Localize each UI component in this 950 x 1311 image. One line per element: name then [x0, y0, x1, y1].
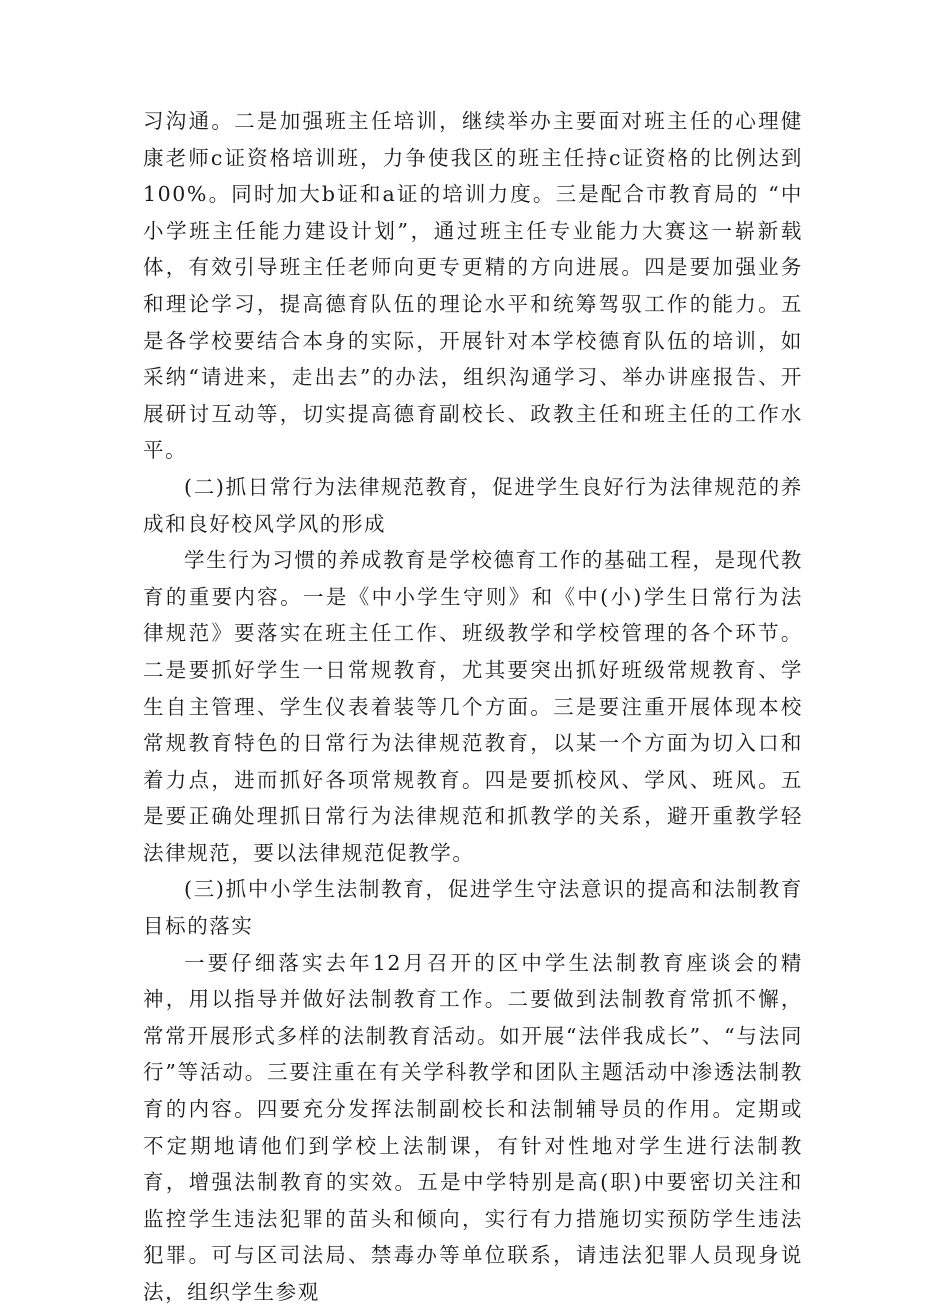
paragraph-continued: 习沟通。二是加强班主任培训，继续举办主要面对班主任的心理健康老师c证资格培训班，力争使我区的班主任持c证资格的比例达到100%。同时加大b证和a证的培训力度。三是配合市教育局的 “中小学班主任能力建设计划”，通过班主任专业能力大赛这一崭新载体，有效引导班主任老师向更专更精的方向进展。四是要加强业务和理论学习，提高德育队伍的理论水平和统筹驾驭工作的能力。五是各学校要结合本身的实际，开展针对本学校德育队伍的培训，如采纳“请进来，走出去”的办法，组织沟通学习、举办讲座报告、开展研讨互动等，切实提高德育副校长、政教主任和班主任的工作水平。: [143, 109, 803, 463]
paragraph-body: 一要仔细落实去年12月召开的区中学生法制教育座谈会的精神，用以指导并做好法制教育工作。二要做到法制教育常抓不懈，常常开展形式多样的法制教育活动。如开展“法伴我成长”、“与法同行”等活动。三要注重在有关学科教学和团队主题活动中渗透法制教育的内容。四要充分发挥法制副校长和法制辅导员的作用。定期或不定期地请他们到学校上法制课，有针对性地对学生进行法制教育，增强法制教育的实效。五是中学特别是高(职)中要密切关注和监控学生违法犯罪的苗头和倾向，实行有力措施切实预防学生违法犯罪。可与区司法局、禁毒办等单位联系，请违法犯罪人员现身说法，组织学生参观: [143, 950, 803, 1304]
paragraph-body: 学生行为习惯的养成教育是学校德育工作的基础工程，是现代教育的重要内容。一是《中小学生守则》和《中(小)学生日常行为法律规范》要落实在班主任工作、班级教学和学校管理的各个环节。二是要抓好学生一日常规教育，尤其要突出抓好班级常规教育、学生自主管理、学生仪表着装等几个方面。三是要注重开展体现本校常规教育特色的日常行为法律规范教育，以某一个方面为切入口和着力点，进而抓好各项常规教育。四是要抓校风、学风、班风。五是要正确处理抓日常行为法律规范和抓教学的关系，避开重教学轻法律规范，要以法律规范促教学。: [143, 548, 803, 865]
section-heading-3: (三)抓中小学生法制教育，促进学生守法意识的提高和法制教育目标的落实: [143, 877, 803, 939]
document-body: [143, 103, 803, 1311]
section-heading-2: (二)抓日常行为法律规范教育，促进学生良好行为法律规范的养成和良好校风学风的形成: [143, 474, 803, 536]
